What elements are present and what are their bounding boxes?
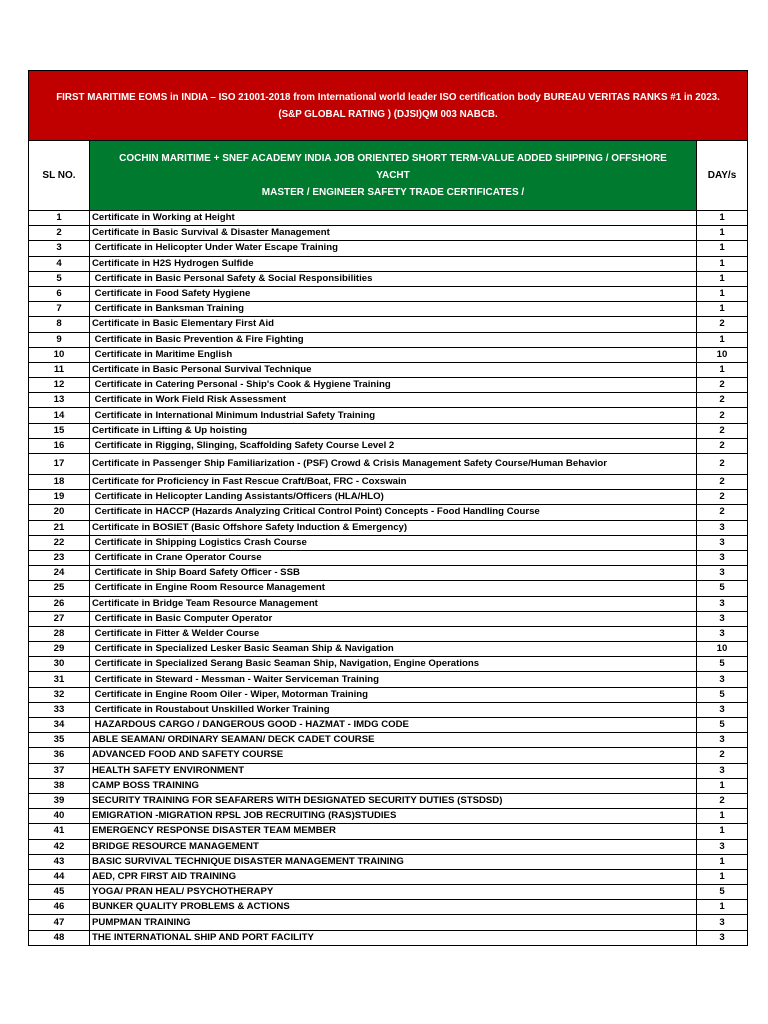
days-cell: 1: [697, 809, 748, 824]
table-row: [29, 778, 748, 793]
certificate-name-cell: Certificate in Working at Height: [90, 211, 697, 226]
table-row: [29, 378, 748, 393]
days-cell: 1: [697, 778, 748, 793]
header-row: [29, 141, 748, 211]
certificate-name-cell: YOGA/ PRAN HEAL/ PSYCHOTHERAPY: [90, 885, 697, 900]
table-row: [29, 490, 748, 505]
table-row: [29, 748, 748, 763]
table-row: [29, 302, 748, 317]
table-row: [29, 885, 748, 900]
sl-number-cell: 31: [29, 672, 90, 687]
certificate-name-cell: Certificate in Food Safety Hygiene: [90, 286, 697, 301]
sl-number-cell: 35: [29, 733, 90, 748]
course-title-header: [90, 141, 697, 211]
sl-number-cell: 21: [29, 520, 90, 535]
sl-number-cell: 32: [29, 687, 90, 702]
certificate-table: [28, 70, 748, 946]
sl-number-cell: 28: [29, 626, 90, 641]
sl-number-cell: 30: [29, 657, 90, 672]
certificate-name-cell: Certificate in Banksman Training: [90, 302, 697, 317]
sl-number-cell: 45: [29, 885, 90, 900]
sl-number-cell: 43: [29, 854, 90, 869]
table-row: [29, 423, 748, 438]
table-row: [29, 317, 748, 332]
table-row: [29, 930, 748, 945]
table-row: [29, 718, 748, 733]
days-cell: 5: [697, 581, 748, 596]
certificate-name-cell: Certificate in BOSIET (Basic Offshore Safety Induction & Emergency): [90, 520, 697, 535]
days-cell: 1: [697, 226, 748, 241]
table-row: [29, 824, 748, 839]
days-cell: 3: [697, 702, 748, 717]
days-cell: 2: [697, 475, 748, 490]
certificate-name-cell: BASIC SURVIVAL TECHNIQUE DISASTER MANAGEMENT TRAINING: [90, 854, 697, 869]
certificate-name-cell: Certificate in Bridge Team Resource Management: [90, 596, 697, 611]
table-row: [29, 900, 748, 915]
sl-number-cell: 33: [29, 702, 90, 717]
sl-number-cell: 47: [29, 915, 90, 930]
banner-line-2: (S&P GLOBAL RATING ) (DJSI)QM 003 NABCB.: [278, 108, 498, 120]
certificate-name-cell: Certificate in Helicopter Under Water Escape Training: [90, 241, 697, 256]
table-row: [29, 626, 748, 641]
certificate-name-cell: AED, CPR FIRST AID TRAINING: [90, 869, 697, 884]
sl-number-cell: 16: [29, 438, 90, 453]
sl-number-cell: 9: [29, 332, 90, 347]
days-cell: 5: [697, 687, 748, 702]
table-row: [29, 733, 748, 748]
days-cell: 3: [697, 672, 748, 687]
table-row: [29, 566, 748, 581]
sl-number-cell: 17: [29, 454, 90, 475]
days-cell: 3: [697, 930, 748, 945]
sl-number-cell: 14: [29, 408, 90, 423]
table-row: [29, 438, 748, 453]
days-cell: 10: [697, 642, 748, 657]
days-cell: 1: [697, 869, 748, 884]
certificate-name-cell: Certificate in Crane Operator Course: [90, 550, 697, 565]
table-row: [29, 505, 748, 520]
certificate-name-cell: Certificate in Helicopter Landing Assistants/Officers (HLA/HLO): [90, 490, 697, 505]
days-cell: 2: [697, 490, 748, 505]
sl-number-cell: 40: [29, 809, 90, 824]
table-row: [29, 581, 748, 596]
days-cell: 1: [697, 332, 748, 347]
table-row: [29, 763, 748, 778]
sl-number-cell: 20: [29, 505, 90, 520]
certificate-name-cell: Certificate in Basic Elementary First Aid: [90, 317, 697, 332]
days-cell: 2: [697, 378, 748, 393]
table-row: [29, 362, 748, 377]
sl-number-cell: 25: [29, 581, 90, 596]
table-row: [29, 408, 748, 423]
sl-number-cell: 12: [29, 378, 90, 393]
days-cell: 3: [697, 520, 748, 535]
sl-number-cell: 38: [29, 778, 90, 793]
days-cell: 2: [697, 393, 748, 408]
certificate-name-cell: THE INTERNATIONAL SHIP AND PORT FACILITY: [90, 930, 697, 945]
certificate-name-cell: Certificate in Specialized Serang Basic Seaman Ship, Navigation, Engine Operations: [90, 657, 697, 672]
sl-number-cell: 2: [29, 226, 90, 241]
days-cell: 10: [697, 347, 748, 362]
table-row: [29, 702, 748, 717]
days-cell: 1: [697, 302, 748, 317]
sl-number-cell: 6: [29, 286, 90, 301]
certificate-name-cell: PUMPMAN TRAINING: [90, 915, 697, 930]
sl-number-cell: 7: [29, 302, 90, 317]
sl-number-cell: 36: [29, 748, 90, 763]
certificate-name-cell: Certificate in Basic Prevention & Fire Fighting: [90, 332, 697, 347]
table-row: [29, 596, 748, 611]
days-cell: 3: [697, 611, 748, 626]
days-cell: 5: [697, 657, 748, 672]
days-cell: 2: [697, 438, 748, 453]
certificate-name-cell: Certificate in Engine Room Resource Management: [90, 581, 697, 596]
table-row: [29, 211, 748, 226]
days-cell: 1: [697, 256, 748, 271]
table-row: [29, 642, 748, 657]
certificate-name-cell: ADVANCED FOOD AND SAFETY COURSE: [90, 748, 697, 763]
certificate-name-cell: ABLE SEAMAN/ ORDINARY SEAMAN/ DECK CADET COURSE: [90, 733, 697, 748]
table-row: [29, 550, 748, 565]
table-row: [29, 454, 748, 475]
certificate-name-cell: Certificate in Catering Personal - Ship's Cook & Hygiene Training: [90, 378, 697, 393]
table-row: [29, 241, 748, 256]
days-cell: 2: [697, 793, 748, 808]
days-cell: 1: [697, 854, 748, 869]
days-cell: 3: [697, 566, 748, 581]
certificate-name-cell: Certificate in Lifting & Up hoisting: [90, 423, 697, 438]
certificate-name-cell: Certificate in Specialized Lesker Basic Seaman Ship & Navigation: [90, 642, 697, 657]
table-row: [29, 839, 748, 854]
days-cell: 3: [697, 550, 748, 565]
days-cell: 2: [697, 317, 748, 332]
days-cell: 2: [697, 423, 748, 438]
sl-number-cell: 8: [29, 317, 90, 332]
certificate-name-cell: Certificate in Ship Board Safety Officer - SSB: [90, 566, 697, 581]
sl-number-cell: 27: [29, 611, 90, 626]
certificate-name-cell: Certificate in Steward - Messman - Waiter Serviceman Training: [90, 672, 697, 687]
days-cell: 1: [697, 362, 748, 377]
certificate-name-cell: SECURITY TRAINING FOR SEAFARERS WITH DESIGNATED SECURITY DUTIES (STSDSD): [90, 793, 697, 808]
days-cell: 3: [697, 839, 748, 854]
days-cell: 5: [697, 885, 748, 900]
table-row: [29, 854, 748, 869]
certificate-name-cell: Certificate in Fitter & Welder Course: [90, 626, 697, 641]
certificate-name-cell: HEALTH SAFETY ENVIRONMENT: [90, 763, 697, 778]
sl-number-cell: 19: [29, 490, 90, 505]
days-cell: 1: [697, 241, 748, 256]
days-cell: 3: [697, 763, 748, 778]
days-cell: 3: [697, 733, 748, 748]
certificate-name-cell: EMERGENCY RESPONSE DISASTER TEAM MEMBER: [90, 824, 697, 839]
table-row: [29, 687, 748, 702]
certificate-name-cell: HAZARDOUS CARGO / DANGEROUS GOOD - HAZMAT - IMDG CODE: [90, 718, 697, 733]
sl-number-cell: 23: [29, 550, 90, 565]
sl-number-cell: 15: [29, 423, 90, 438]
certificate-name-cell: Certificate in Basic Computer Operator: [90, 611, 697, 626]
certificate-table-sheet: [28, 70, 747, 946]
days-cell: 2: [697, 505, 748, 520]
table-row: [29, 475, 748, 490]
days-cell: 3: [697, 535, 748, 550]
sl-no-header: SL NO.: [29, 141, 90, 211]
certificate-name-cell: Certificate in Engine Room Oiler - Wiper, Motorman Training: [90, 687, 697, 702]
certificate-name-cell: Certificate for Proficiency in Fast Rescue Craft/Boat, FRC - Coxswain: [90, 475, 697, 490]
table-row: [29, 226, 748, 241]
days-cell: 2: [697, 454, 748, 475]
banner-row: [29, 71, 748, 141]
sl-number-cell: 44: [29, 869, 90, 884]
days-cell: 1: [697, 271, 748, 286]
days-cell: 1: [697, 900, 748, 915]
table-row: [29, 271, 748, 286]
days-cell: 1: [697, 824, 748, 839]
table-row: [29, 347, 748, 362]
table-row: [29, 672, 748, 687]
table-row: [29, 393, 748, 408]
certificate-name-cell: Certificate in International Minimum Industrial Safety Training: [90, 408, 697, 423]
table-row: [29, 256, 748, 271]
days-cell: 3: [697, 596, 748, 611]
table-row: [29, 535, 748, 550]
certificate-name-cell: Certificate in Shipping Logistics Crash Course: [90, 535, 697, 550]
table-row: [29, 657, 748, 672]
days-cell: 1: [697, 211, 748, 226]
days-cell: 2: [697, 408, 748, 423]
days-cell: 5: [697, 718, 748, 733]
certificate-name-cell: Certificate in Maritime English: [90, 347, 697, 362]
certificate-name-cell: Certificate in Basic Personal Survival Technique: [90, 362, 697, 377]
certificate-name-cell: Certificate in Passenger Ship Familiarization - (PSF) Crowd & Crisis Management Safety Course/Human Behavior: [90, 454, 697, 475]
sl-number-cell: 39: [29, 793, 90, 808]
table-row: [29, 332, 748, 347]
certificate-name-cell: CAMP BOSS TRAINING: [90, 778, 697, 793]
days-cell: 3: [697, 626, 748, 641]
banner-cell: [29, 71, 748, 141]
sl-number-cell: 5: [29, 271, 90, 286]
days-cell: 2: [697, 748, 748, 763]
sl-number-cell: 18: [29, 475, 90, 490]
course-title-line-1: COCHIN MARITIME + SNEF ACADEMY INDIA JOB ORIENTED SHORT TERM-VALUE ADDED SHIPPING / OFFSHORE YACHT: [119, 153, 667, 181]
certificate-name-cell: BRIDGE RESOURCE MANAGEMENT: [90, 839, 697, 854]
certificate-name-cell: EMIGRATION -MIGRATION RPSL JOB RECRUITING (RAS)STUDIES: [90, 809, 697, 824]
sl-number-cell: 10: [29, 347, 90, 362]
table-row: [29, 793, 748, 808]
banner-line-1: FIRST MARITIME EOMS in INDIA – ISO 21001-2018 from International world leader ISO certification body BUREAU VERITAS RANKS #1 in 2023.: [56, 91, 720, 103]
table-row: [29, 869, 748, 884]
sl-number-cell: 46: [29, 900, 90, 915]
certificate-name-cell: Certificate in Basic Survival & Disaster Management: [90, 226, 697, 241]
days-header: DAY/s: [697, 141, 748, 211]
sl-number-cell: 1: [29, 211, 90, 226]
sl-number-cell: 11: [29, 362, 90, 377]
sl-number-cell: 48: [29, 930, 90, 945]
certificate-name-cell: Certificate in HACCP (Hazards Analyzing Critical Control Point) Concepts - Food Handling Course: [90, 505, 697, 520]
sl-number-cell: 34: [29, 718, 90, 733]
table-row: [29, 915, 748, 930]
certificate-name-cell: Certificate in Rigging, Slinging, Scaffolding Safety Course Level 2: [90, 438, 697, 453]
sl-number-cell: 42: [29, 839, 90, 854]
sl-number-cell: 22: [29, 535, 90, 550]
sl-number-cell: 41: [29, 824, 90, 839]
sl-number-cell: 37: [29, 763, 90, 778]
course-title-line-2: MASTER / ENGINEER SAFETY TRADE CERTIFICATES /: [261, 187, 525, 198]
sl-number-cell: 13: [29, 393, 90, 408]
days-cell: 1: [697, 286, 748, 301]
sl-number-cell: 26: [29, 596, 90, 611]
certificate-name-cell: Certificate in H2S Hydrogen Sulfide: [90, 256, 697, 271]
sl-number-cell: 29: [29, 642, 90, 657]
certificate-name-cell: Certificate in Roustabout Unskilled Worker Training: [90, 702, 697, 717]
table-row: [29, 286, 748, 301]
table-row: [29, 520, 748, 535]
certificate-name-cell: Certificate in Work Field Risk Assessment: [90, 393, 697, 408]
certificate-name-cell: Certificate in Basic Personal Safety & Social Responsibilities: [90, 271, 697, 286]
table-row: [29, 809, 748, 824]
certificate-name-cell: BUNKER QUALITY PROBLEMS & ACTIONS: [90, 900, 697, 915]
sl-number-cell: 24: [29, 566, 90, 581]
sl-number-cell: 3: [29, 241, 90, 256]
days-cell: 3: [697, 915, 748, 930]
table-row: [29, 611, 748, 626]
sl-number-cell: 4: [29, 256, 90, 271]
